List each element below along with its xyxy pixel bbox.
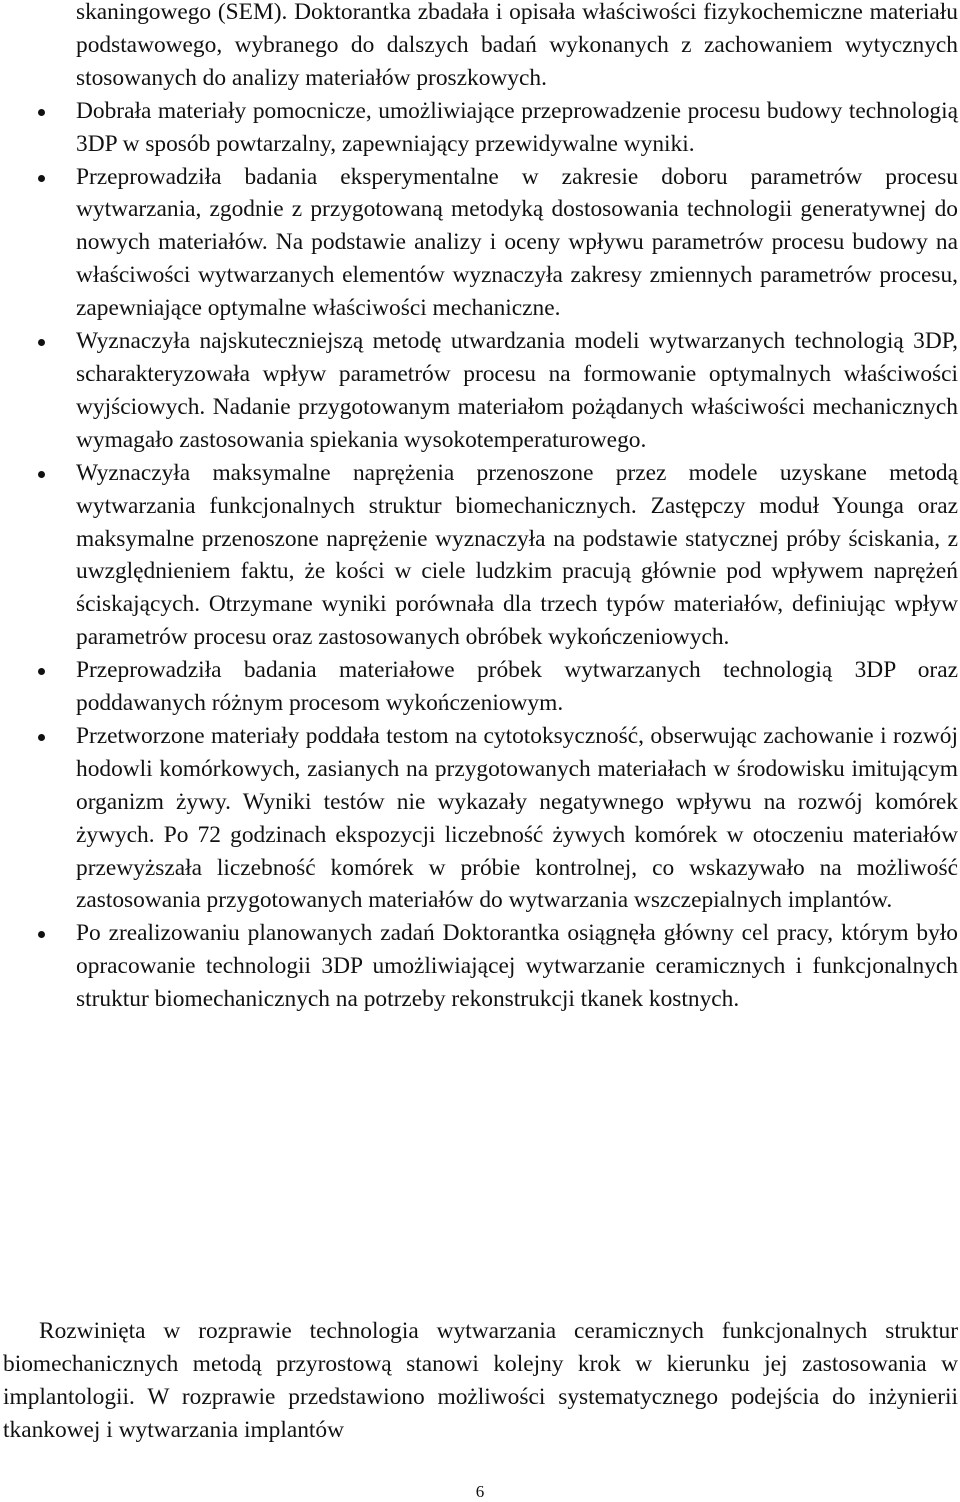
list-item xyxy=(0,457,960,654)
list-item xyxy=(0,161,960,326)
bullet-icon xyxy=(38,339,45,346)
list-item-text: Wyznaczyła najskuteczniejszą metodę utwardzania modeli wytwarzanych technologią 3DP, scharakteryzowała wpływ parametrów procesu na formowanie optymalnych właściwości wyjściowych. Nadanie przygotowanym materiałom pożądanych właściwości mechanicznych wymagało zastosowania spiekania wysokotemperaturowego. xyxy=(76,328,958,453)
list-item xyxy=(0,720,960,917)
list-item-text: Po zrealizowaniu planowanych zadań Doktorantka osiągnęła główny cel pracy, którym było opracowanie technologii 3DP umożliwiającej wytwarzanie ceramicznych i funkcjonalnych struktur biomechanicznych na potrzeby rekonstrukcji tkanek kostnych. xyxy=(76,920,958,1013)
list-item-text: skaningowego (SEM). Doktorantka zbadała i opisała właściwości fizykochemiczne materiału podstawowego, wybranego do dalszych badań wykonanych z zachowaniem wytycznych stosowanych do analizy materiałów proszkowych. xyxy=(76,0,958,91)
list-item xyxy=(0,95,960,161)
list-item-text: Dobrała materiały pomocnicze, umożliwiające przeprowadzenie procesu budowy technologią 3DP w sposób powtarzalny, zapewniający przewidywalne wyniki. xyxy=(76,97,958,157)
list-item xyxy=(0,0,960,95)
bullet-icon xyxy=(38,931,45,938)
bullet-icon xyxy=(38,109,45,116)
page-number: 6 xyxy=(475,1482,485,1501)
list-item-text: Wyznaczyła maksymalne naprężenia przenoszone przez modele uzyskane metodą wytwarzania funkcjonalnych struktur biomechanicznych. Zastępczy moduł Younga oraz maksymalne przenoszone naprężenie wyznaczyła na podstawie statycznej próby ściskania, z uwzględnieniem faktu, że kości w ciele ludzkim pracują głównie pod wpływem naprężeń ściskających. Otrzymane wyniki porównała dla trzech typów materiałów, definiując wpływ parametrów procesu oraz zastosowanych obróbek wykończeniowych. xyxy=(76,459,958,651)
closing-paragraph: Rozwinięta w rozprawie technologia wytwarzania ceramicznych funkcjonalnych struktur biomechanicznych metodą przyrostową stanowi kolejny krok w kierunku jej zastosowania w implantologii. W rozprawie przedstawiono możliwości systematycznego podejścia do inżynierii tkankowej i wytwarzania implantów xyxy=(3,1318,958,1443)
bullet-icon xyxy=(38,668,45,675)
list-item-text: Przeprowadziła badania eksperymentalne w zakresie doboru parametrów procesu wytwarzania, zgodnie z przygotowaną metodyką dostosowania technologii generatywnej do nowych materiałów. Na podstawie analizy i oceny wpływu parametrów procesu budowy na właściwości wytwarzanych elementów wyznaczyła zakresy zmiennych parametrów procesu, zapewniające optymalne właściwości mechaniczne. xyxy=(76,163,958,322)
bullet-icon xyxy=(38,734,45,741)
list-item xyxy=(0,917,960,1016)
list-item-text: Przeprowadziła badania materiałowe próbek wytwarzanych technologią 3DP oraz poddawanych różnym procesom wykończeniowym. xyxy=(76,657,958,717)
bullet-icon xyxy=(38,471,45,478)
list-item xyxy=(0,325,960,457)
list-item-text: Przetworzone materiały poddała testom na cytotoksyczność, obserwując zachowanie i rozwój hodowli komórkowych, zasianych na przygotowanych materiałach w środowisku imitującym organizm żywy. Wyniki testów nie wykazały negatywnego wpływu na rozwój komórek żywych. Po 72 godzinach ekspozycji liczebność żywych komórek w otoczeniu materiałów przewyższała liczebność komórek w próbie kontrolnej, co wskazywało na możliwość zastosowania przygotowanych materiałów do wytwarzania wszczepialnych implantów. xyxy=(76,722,958,914)
bullet-icon xyxy=(38,175,45,182)
list-item xyxy=(0,654,960,720)
